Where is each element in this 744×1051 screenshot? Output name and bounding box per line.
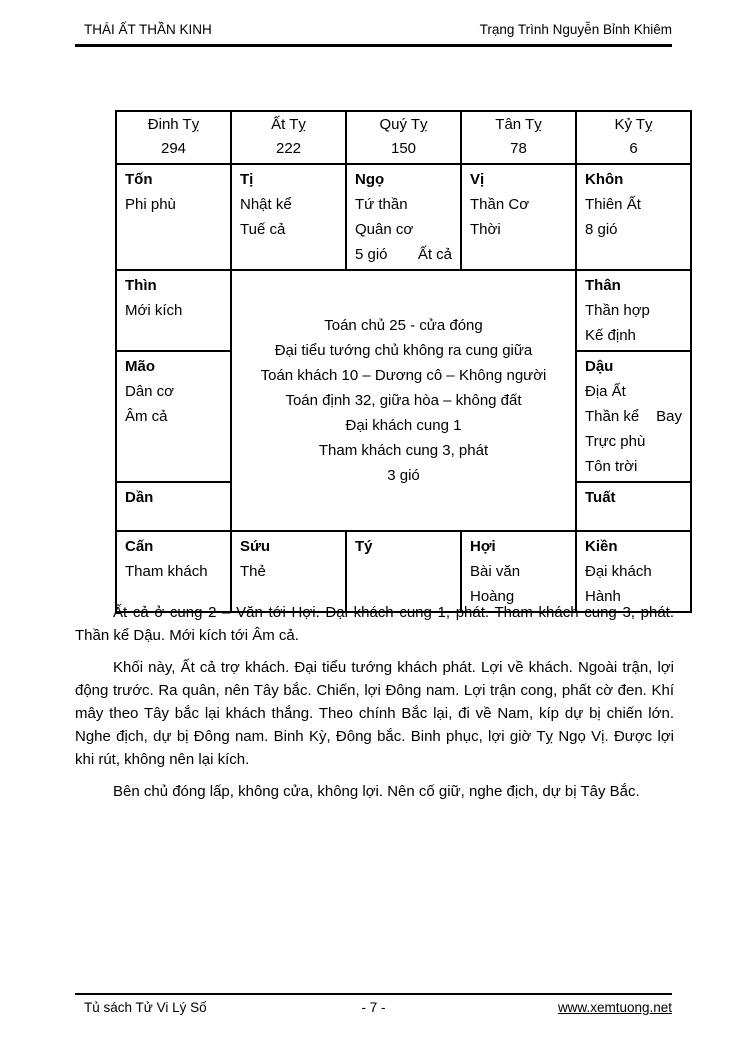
cell-line	[355, 242, 452, 267]
palace-label: Tốn	[125, 171, 153, 188]
paragraph-3: Bên chủ đóng lấp, không cửa, không lợi. Nên cố giữ, nghe địch, dự bị Tây Bắc.	[113, 783, 640, 800]
cell-line	[585, 404, 682, 429]
south-row	[116, 164, 691, 270]
north-row	[116, 531, 691, 612]
summary-line: Đại khách cung 1	[345, 417, 462, 434]
stem-branch-row	[116, 111, 691, 164]
cell-line: Đại khách	[585, 563, 652, 580]
palace-label: Kiền	[585, 538, 618, 555]
cell-dinh-ty	[116, 111, 231, 164]
footer-series-title: Tủ sách Tử Vi Lý Số	[84, 1000, 207, 1015]
cell-dau	[576, 351, 691, 482]
cell-line: Bài văn	[470, 563, 521, 580]
author-name: Trạng Trình Nguyễn Bỉnh Khiêm	[479, 22, 672, 37]
cell-tuat	[576, 482, 691, 531]
cell-line: Nhật kể	[240, 196, 292, 213]
cell-khon	[576, 164, 691, 270]
cell-thin	[116, 270, 231, 351]
cell-line: Tuế cả	[240, 221, 286, 238]
stem-branch-value: 294	[160, 140, 187, 157]
palace-label: Khôn	[585, 171, 624, 188]
cell-ty	[346, 531, 461, 612]
stem-branch-value: 150	[390, 140, 417, 157]
palace-label: Tuất	[585, 489, 616, 506]
palace-label: Cấn	[125, 538, 154, 555]
commentary-text	[75, 601, 674, 812]
summary-line: Toán định 32, giữa hòa – không đất	[285, 392, 522, 409]
paragraph-2: Khối này, Ất cả trợ khách. Đại tiểu tướng khách phát. Lợi về khách. Ngoài trận, lợi động trước. Ra quân, nên Tây bắc. Chiến, lợi Đông nam. Lợi trận cong, phất cờ đen. Khí mây theo Tây bắc lại khách thắng. Theo chính Bắc lại, đi về Nam, kíp dự bị chiến lớn. Nghe địch, dự bị Đông nam. Binh Kỳ, Đông bắc. Binh phục, lợi giờ Tỵ Ngọ Vị. Được lợi khi rút, không nên lại kích.	[75, 659, 674, 768]
cell-ti	[231, 164, 346, 270]
summary-line: Toán chủ 25 - cửa đóng	[324, 317, 483, 334]
stem-branch-value: 78	[510, 140, 527, 157]
palace-label: Dần	[125, 489, 154, 506]
cell-line: Tôn trời	[585, 458, 638, 475]
summary-line: Đại tiểu tướng chủ không ra cung giữa	[274, 342, 533, 359]
book-title: THÁI ẤT THẦN KINH	[84, 22, 212, 37]
cell-line: Tham khách	[125, 563, 208, 580]
page-footer	[75, 993, 672, 1015]
palace-label: Hợi	[470, 538, 496, 555]
cell-at-ty	[231, 111, 346, 164]
cell-suu	[231, 531, 346, 612]
divination-grid	[115, 110, 692, 613]
cell-line: Tứ thần	[355, 196, 408, 213]
palace-label: Thìn	[125, 277, 157, 294]
stem-branch-name: Quý Tỵ	[379, 116, 428, 133]
cell-line: Thẻ	[240, 563, 266, 580]
cell-ton	[116, 164, 231, 270]
cell-line: Thần Cơ	[470, 196, 530, 213]
palace-label: Thân	[585, 277, 621, 294]
palace-label: Sứu	[240, 538, 271, 555]
palace-label: Dậu	[585, 358, 614, 375]
cell-line: Địa Ất	[585, 383, 626, 400]
cell-dan	[116, 482, 231, 531]
cell-vi	[461, 164, 576, 270]
cell-line: Kế định	[585, 327, 636, 344]
palace-label: Tý	[355, 538, 373, 555]
palace-label: Vị	[470, 171, 485, 188]
stem-branch-name: Ất Tỵ	[271, 116, 306, 133]
cell-line-right: Ất cả	[417, 246, 452, 263]
page-header	[75, 22, 672, 47]
cell-line: Thiên Ất	[585, 196, 641, 213]
palace-label: Ngọ	[355, 171, 385, 188]
stem-branch-value: 6	[629, 140, 638, 157]
stem-branch-name: Đinh Tỵ	[147, 116, 200, 133]
cell-line-right: Bay	[656, 408, 682, 425]
summary-line: Toán khách 10 – Dương cô – Không người	[260, 367, 547, 384]
cell-line: Hoàng	[470, 588, 515, 605]
cell-ky-ty	[576, 111, 691, 164]
summary-line: 3 gió	[387, 467, 420, 484]
cell-line-left: 5 gió	[355, 246, 388, 263]
palace-label: Tị	[240, 171, 254, 188]
cell-line: Thần hợp	[585, 302, 650, 319]
stem-branch-value: 222	[275, 140, 302, 157]
page-number: - 7 -	[361, 1000, 386, 1015]
cell-line: Quân cơ	[355, 221, 414, 238]
stem-branch-name: Tân Tỵ	[495, 116, 542, 133]
cell-line: Mới kích	[125, 302, 183, 319]
cell-line: Hành	[585, 588, 621, 605]
cell-line: Thời	[470, 221, 501, 238]
middle-row-1	[116, 270, 691, 351]
footer-website-link[interactable]: www.xemtuong.net	[557, 1000, 672, 1015]
stem-branch-name: Kỷ Tỵ	[614, 116, 653, 133]
cell-line: Âm cả	[125, 408, 168, 425]
cell-hoi	[461, 531, 576, 612]
cell-line: 8 gió	[585, 221, 618, 238]
cell-mao	[116, 351, 231, 482]
cell-ngo	[346, 164, 461, 270]
cell-line-left: Thần kể	[585, 408, 640, 425]
summary-line: Tham khách cung 3, phát	[318, 442, 489, 459]
cell-tan-ty	[461, 111, 576, 164]
paragraph-1: Ất cả ở cung 2 – Văn tới Hợi. Đại khách cung 1, phát. Tham khách cung 3, phát. Thần kể Dậu. Mới kích tới Âm cả.	[75, 604, 674, 644]
cell-can	[116, 531, 231, 612]
cell-line: Phi phù	[125, 196, 176, 213]
cell-line: Trực phù	[585, 433, 646, 450]
palace-label: Mão	[125, 358, 155, 375]
cell-kien	[576, 531, 691, 612]
cell-quy-ty	[346, 111, 461, 164]
cell-line: Dân cơ	[125, 383, 175, 400]
cell-than	[576, 270, 691, 351]
center-summary-cell	[231, 270, 576, 531]
